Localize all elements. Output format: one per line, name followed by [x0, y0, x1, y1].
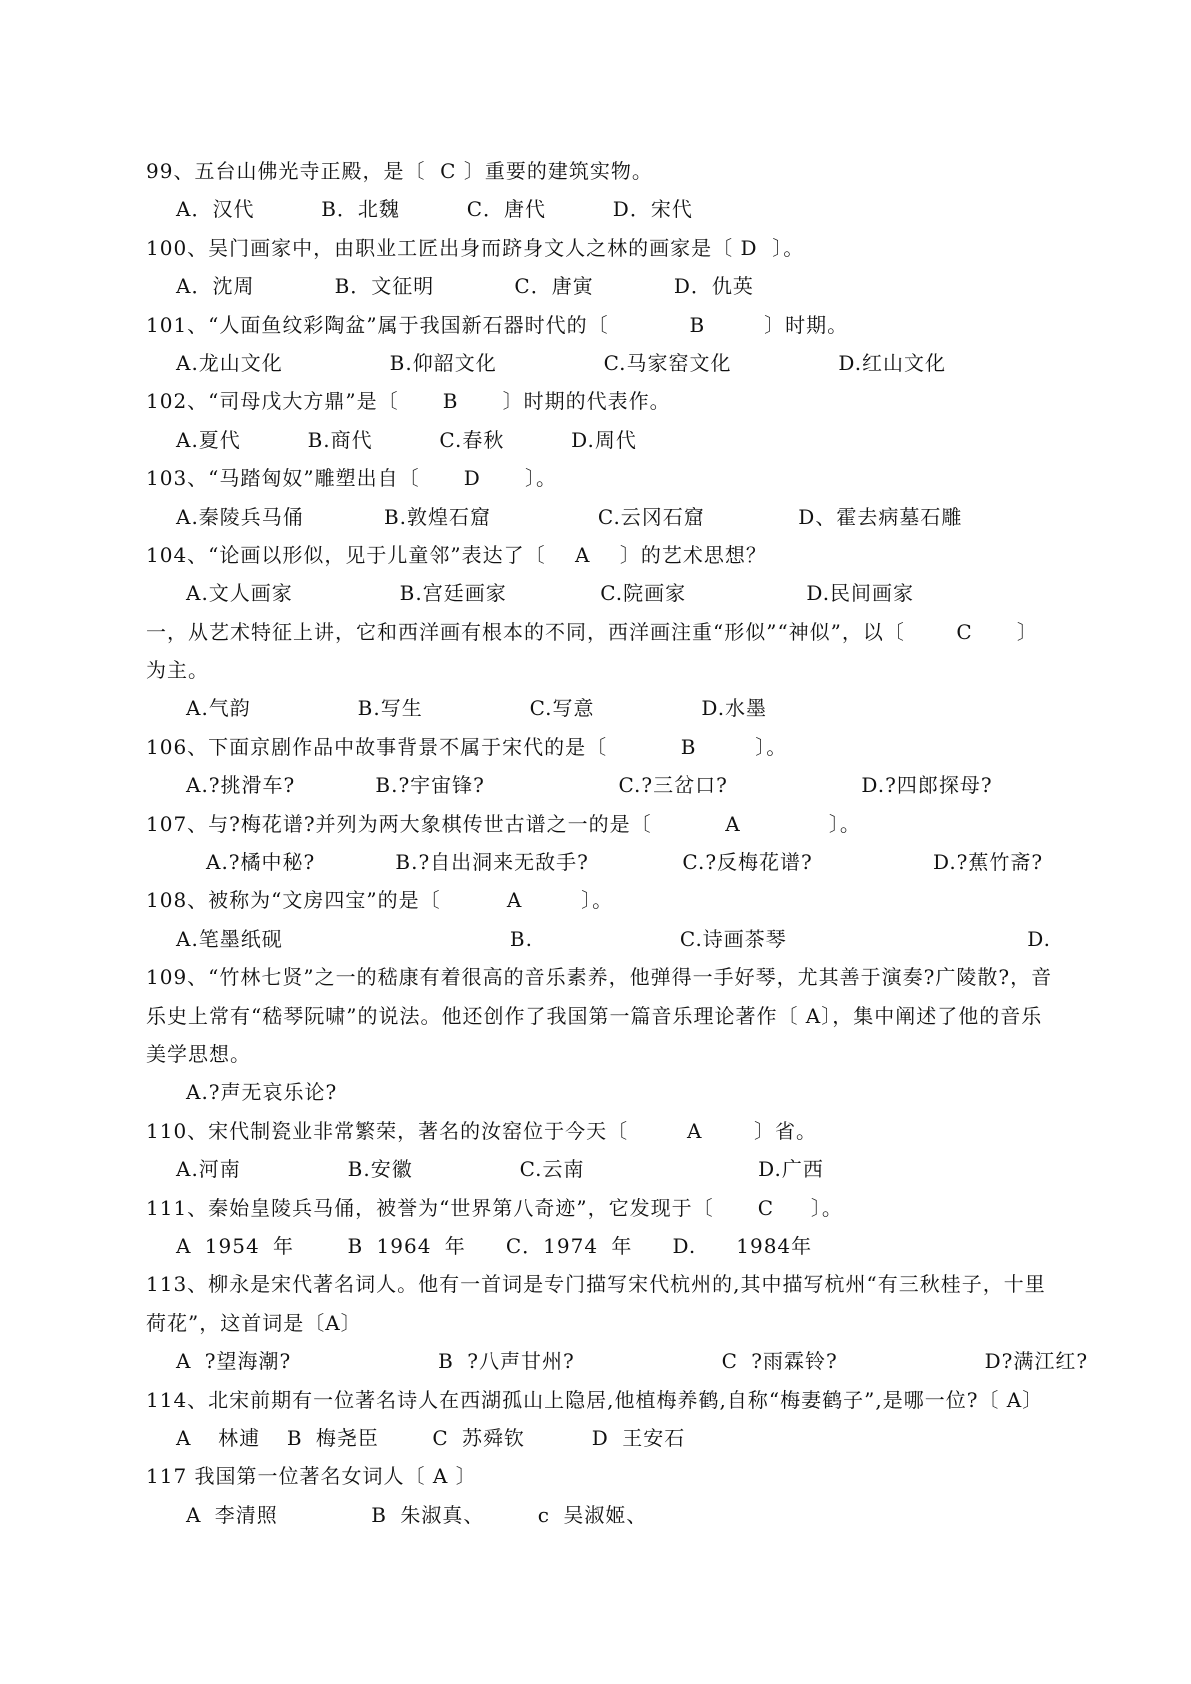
- question-109-line2: 乐史上常有“嵇琴阮啸”的说法。他还创作了我国第一篇音乐理论著作〔 A〕，集中阐述了他的音乐: [146, 1003, 1043, 1028]
- question-110: 110、宋代制瓷业非常繁荣，著名的汝窑位于今天〔 A 〕省。: [146, 1118, 817, 1143]
- question-104: 104、“论画以形似，见于儿童邻”表达了〔 A 〕的艺术思想？: [146, 542, 767, 567]
- question-106: 106、下面京剧作品中故事背景不属于宋代的是〔 B 〕。: [146, 734, 788, 759]
- options-105: A.气韵 B.写生 C.写意 D.水墨: [186, 696, 768, 721]
- question-108: 108、被称为“文房四宝”的是〔 A 〕。: [146, 888, 614, 913]
- question-113-line1: 113、柳永是宋代著名词人。他有一首词是专门描写宋代杭州的,其中描写杭州“有三秋桂子，十里: [146, 1272, 1046, 1297]
- options-99: A．汉代 B．北魏 C．唐代 D．宋代: [176, 197, 693, 222]
- options-113: A ?望海潮? B ?八声甘州? C ?雨霖铃? D?满江红?: [176, 1349, 1089, 1374]
- options-109: A.?声无哀乐论?: [186, 1080, 338, 1105]
- question-109-line3: 美学思想。: [146, 1041, 251, 1066]
- question-113-line2: 荷花”，这首词是〔A〕: [146, 1310, 362, 1335]
- options-114: A 林逋 B 梅尧臣 C 苏舜钦 D 王安石: [176, 1425, 686, 1450]
- options-110: A.河南 B.安徽 C.云南 D.广西: [176, 1157, 824, 1182]
- question-109-line1: 109、“竹林七贤”之一的嵇康有着很高的音乐素养，他弹得一手好琴，尤其善于演奏?广陵散?，音: [146, 965, 1053, 990]
- options-100: A．沈周 B．文征明 C．唐寅 D．仇英: [176, 274, 754, 299]
- document-page: [146, 152, 1089, 1534]
- options-106: A.?挑滑车? B.?宇宙锋? C.?三岔口? D.?四郎探母?: [186, 773, 993, 798]
- question-99: 99、五台山佛光寺正殿，是〔 C 〕重要的建筑实物。: [146, 159, 653, 183]
- options-102: A.夏代 B.商代 C.春秋 D.周代: [176, 427, 637, 452]
- question-101: 101、“人面鱼纹彩陶盆”属于我国新石器时代的〔 B 〕时期。: [146, 312, 849, 337]
- options-103: A.秦陵兵马俑 B.敦煌石窟 C.云冈石窟 D、霍去病墓石雕: [176, 504, 963, 529]
- question-105-line1: 一，从艺术特征上讲，它和西洋画有根本的不同，西洋画注重“形似”“神似”，以〔 C 〕: [146, 619, 1038, 644]
- options-111: A 1954 年 B 1964 年 C．1974 年 D. 1984年: [176, 1233, 813, 1258]
- question-111: 111、秦始皇陵兵马俑，被誉为“世界第八奇迹”，它发现于〔 C 〕。: [146, 1195, 843, 1220]
- question-102: 102、“司母戊大方鼎”是〔 B 〕时期的代表作。: [146, 389, 671, 414]
- question-114: 114、北宋前期有一位著名诗人在西湖孤山上隐居,他植梅养鹤,自称“梅妻鹤子”,是哪一位?〔 A〕: [146, 1387, 1044, 1412]
- question-117: 117 我国第一位著名女词人〔 A 〕: [146, 1464, 477, 1489]
- options-117: A 李清照 B 朱淑真、 c 吴淑姬、: [186, 1502, 648, 1527]
- question-105-line2: 为主。: [146, 658, 209, 683]
- question-103: 103、“马踏匈奴”雕塑出自〔 D 〕。: [146, 466, 557, 491]
- options-107: A.?橘中秘? B.?自出洞来无敌手? C.?反梅花谱? D.?蕉竹斋?: [206, 850, 1044, 875]
- question-107: 107、与?梅花谱?并列为两大象棋传世古谱之一的是〔 A 〕。: [146, 811, 861, 836]
- question-100: 100、吴门画家中，由职业工匠出身而跻身文人之林的画家是〔 D 〕。: [146, 235, 805, 260]
- options-104: A.文人画家 B.宫廷画家 C.院画家 D.民间画家: [186, 581, 915, 606]
- options-108: A.笔墨纸砚 B. C.诗画茶琴 D.: [176, 926, 1051, 951]
- options-101: A.龙山文化 B.仰韶文化 C.马家窑文化 D.红山文化: [176, 350, 947, 375]
